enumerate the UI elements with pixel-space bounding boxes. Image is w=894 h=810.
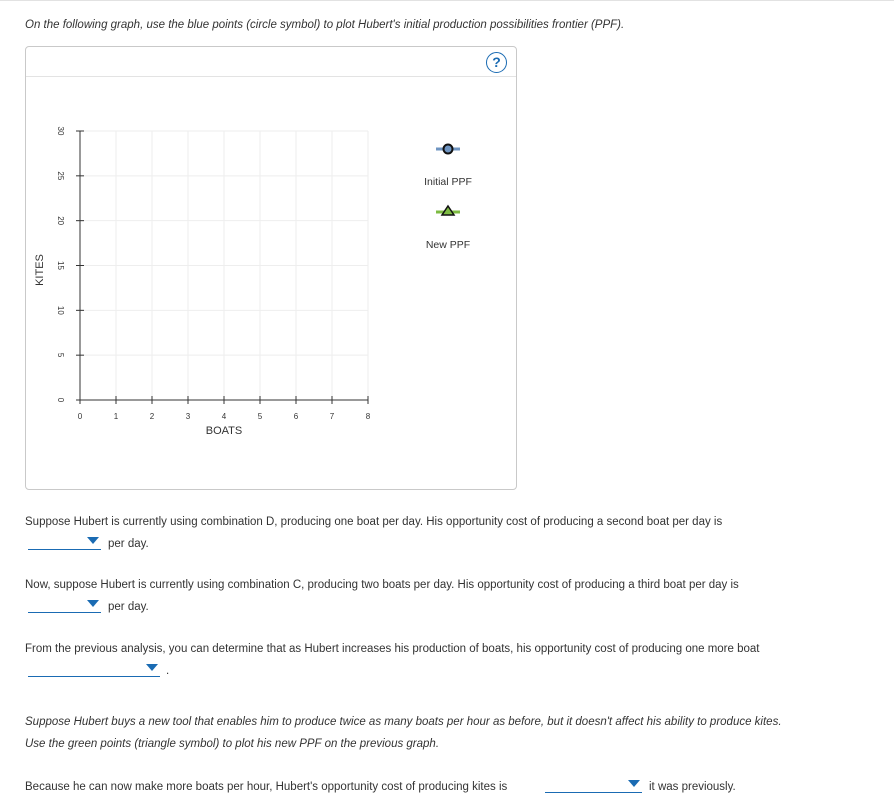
new-tool-text-line-2: Use the green points (triangle symbol) to plot his new PPF on the previous graph. [25,738,440,750]
question-3-suffix: . [166,665,170,677]
x-axis-label: BOATS [205,425,243,437]
x-tick-label: 3 [185,412,191,421]
question-2-dropdown[interactable] [28,598,101,613]
y-tick-label: 5 [55,352,65,358]
question-4-suffix: it was previously. [649,781,736,793]
y-tick-label: 30 [55,126,65,136]
chevron-down-icon [87,600,99,607]
x-tick-label: 2 [149,412,155,421]
legend-initial-label: Initial PPF [424,176,472,188]
x-tick-label: 4 [221,412,227,421]
y-axis-label: KITES [33,254,46,286]
question-2-text: Now, suppose Hubert is currently using combination C, producing two boats per day. His opportunity cost of producing a third boat per day is [25,579,739,591]
legend-new-label: New PPF [425,239,471,251]
question-1-dropdown[interactable] [28,535,101,550]
plot-instruction: On the following graph, use the blue points (circle symbol) to plot Hubert's initial production possibilities frontier (PPF). [25,19,625,31]
question-1-suffix: per day. [108,538,149,550]
x-tick-label: 8 [365,412,371,421]
y-tick-label: 15 [55,261,65,270]
y-tick-label: 0 [55,397,65,403]
new-tool-text-line-1: Suppose Hubert buys a new tool that enables him to produce twice as many boats per hour as before, but it doesn't affect his ability to produce kites. [25,716,782,728]
question-2-suffix: per day. [108,601,149,613]
y-tick-label: 20 [55,216,65,226]
x-tick-label: 0 [77,412,83,421]
legend-initial-circle-icon [444,145,453,154]
y-tick-label: 25 [55,171,65,181]
chevron-down-icon [146,664,158,671]
x-tick-label: 6 [293,412,299,421]
x-tick-label: 1 [113,412,119,421]
question-4-text: Because he can now make more boats per hour, Hubert's opportunity cost of producing kites is [25,781,508,793]
x-tick-label: 7 [329,412,335,421]
question-4-dropdown[interactable] [545,778,642,793]
chevron-down-icon [628,780,640,787]
chevron-down-icon [87,537,99,544]
y-tick-label: 10 [55,305,65,315]
question-1-text: Suppose Hubert is currently using combination D, producing one boat per day. His opportunity cost of producing a second boat per day is [25,516,723,528]
help-icon[interactable]: ? [486,52,507,73]
question-3-text: From the previous analysis, you can determine that as Hubert increases his production of boats, his opportunity cost of producing one more boat [25,643,760,655]
question-3-dropdown[interactable] [28,662,160,677]
x-tick-label: 5 [257,412,263,421]
